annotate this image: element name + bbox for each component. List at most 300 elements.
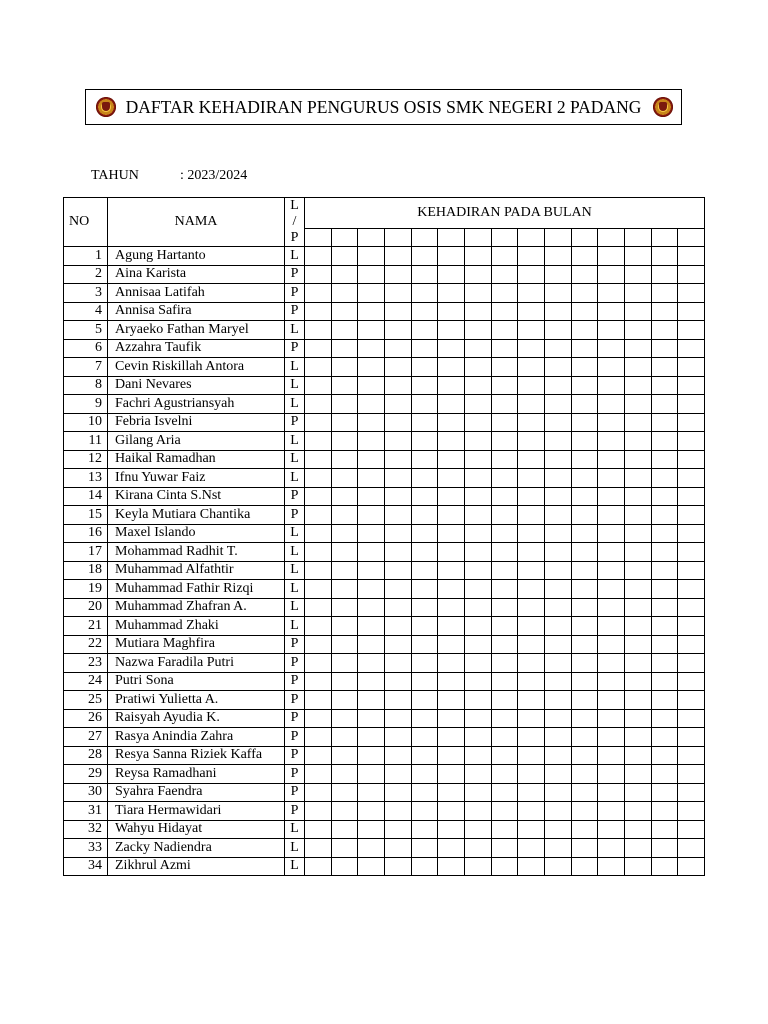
attendance-cell[interactable] (598, 395, 625, 414)
attendance-cell[interactable] (598, 358, 625, 377)
attendance-cell[interactable] (544, 284, 571, 303)
attendance-cell[interactable] (544, 339, 571, 358)
attendance-cell[interactable] (571, 617, 598, 636)
attendance-cell[interactable] (598, 617, 625, 636)
attendance-cell[interactable] (544, 580, 571, 599)
attendance-cell[interactable] (624, 820, 651, 839)
attendance-cell[interactable] (331, 654, 358, 673)
attendance-cell[interactable] (518, 728, 545, 747)
attendance-cell[interactable] (384, 339, 411, 358)
attendance-cell[interactable] (544, 820, 571, 839)
attendance-cell[interactable] (624, 432, 651, 451)
attendance-cell[interactable] (598, 302, 625, 321)
attendance-cell[interactable] (518, 617, 545, 636)
attendance-cell[interactable] (331, 432, 358, 451)
attendance-cell[interactable] (438, 284, 465, 303)
attendance-cell[interactable] (331, 820, 358, 839)
attendance-cell[interactable] (305, 487, 332, 506)
attendance-cell[interactable] (571, 339, 598, 358)
attendance-cell[interactable] (518, 783, 545, 802)
attendance-cell[interactable] (411, 746, 438, 765)
attendance-cell[interactable] (305, 265, 332, 284)
attendance-cell[interactable] (678, 654, 705, 673)
attendance-cell[interactable] (305, 358, 332, 377)
attendance-cell[interactable] (411, 376, 438, 395)
attendance-cell[interactable] (358, 339, 385, 358)
attendance-cell[interactable] (358, 728, 385, 747)
attendance-cell[interactable] (438, 487, 465, 506)
attendance-cell[interactable] (571, 395, 598, 414)
attendance-cell[interactable] (651, 820, 678, 839)
attendance-cell[interactable] (651, 802, 678, 821)
attendance-cell[interactable] (518, 247, 545, 266)
attendance-cell[interactable] (438, 765, 465, 784)
attendance-cell[interactable] (544, 765, 571, 784)
attendance-cell[interactable] (438, 580, 465, 599)
attendance-cell[interactable] (518, 413, 545, 432)
attendance-cell[interactable] (358, 783, 385, 802)
attendance-cell[interactable] (624, 413, 651, 432)
attendance-cell[interactable] (624, 321, 651, 340)
attendance-cell[interactable] (598, 506, 625, 525)
attendance-cell[interactable] (331, 580, 358, 599)
attendance-cell[interactable] (598, 783, 625, 802)
attendance-cell[interactable] (491, 358, 518, 377)
attendance-cell[interactable] (411, 339, 438, 358)
attendance-cell[interactable] (544, 654, 571, 673)
attendance-cell[interactable] (438, 506, 465, 525)
attendance-cell[interactable] (598, 543, 625, 562)
attendance-cell[interactable] (384, 598, 411, 617)
attendance-cell[interactable] (411, 820, 438, 839)
attendance-cell[interactable] (651, 746, 678, 765)
attendance-cell[interactable] (331, 376, 358, 395)
attendance-cell[interactable] (305, 709, 332, 728)
attendance-cell[interactable] (358, 820, 385, 839)
attendance-cell[interactable] (305, 580, 332, 599)
attendance-cell[interactable] (305, 543, 332, 562)
attendance-cell[interactable] (491, 321, 518, 340)
attendance-cell[interactable] (464, 506, 491, 525)
attendance-cell[interactable] (518, 358, 545, 377)
attendance-cell[interactable] (598, 524, 625, 543)
attendance-cell[interactable] (624, 580, 651, 599)
attendance-cell[interactable] (678, 820, 705, 839)
attendance-cell[interactable] (438, 857, 465, 876)
attendance-cell[interactable] (571, 487, 598, 506)
attendance-cell[interactable] (598, 284, 625, 303)
attendance-cell[interactable] (651, 284, 678, 303)
attendance-cell[interactable] (544, 617, 571, 636)
attendance-cell[interactable] (305, 247, 332, 266)
attendance-cell[interactable] (624, 302, 651, 321)
attendance-cell[interactable] (384, 617, 411, 636)
attendance-cell[interactable] (464, 654, 491, 673)
attendance-cell[interactable] (678, 395, 705, 414)
attendance-cell[interactable] (544, 432, 571, 451)
attendance-cell[interactable] (305, 321, 332, 340)
attendance-cell[interactable] (331, 765, 358, 784)
attendance-cell[interactable] (491, 709, 518, 728)
attendance-cell[interactable] (331, 469, 358, 488)
attendance-cell[interactable] (651, 635, 678, 654)
attendance-cell[interactable] (305, 469, 332, 488)
attendance-cell[interactable] (384, 265, 411, 284)
attendance-cell[interactable] (358, 598, 385, 617)
attendance-cell[interactable] (544, 728, 571, 747)
attendance-cell[interactable] (491, 247, 518, 266)
attendance-cell[interactable] (518, 635, 545, 654)
attendance-cell[interactable] (571, 783, 598, 802)
attendance-cell[interactable] (518, 672, 545, 691)
attendance-cell[interactable] (438, 265, 465, 284)
attendance-cell[interactable] (518, 450, 545, 469)
attendance-cell[interactable] (624, 709, 651, 728)
attendance-cell[interactable] (518, 506, 545, 525)
attendance-cell[interactable] (411, 247, 438, 266)
attendance-cell[interactable] (544, 321, 571, 340)
attendance-cell[interactable] (598, 265, 625, 284)
attendance-cell[interactable] (438, 654, 465, 673)
attendance-cell[interactable] (358, 709, 385, 728)
attendance-cell[interactable] (384, 487, 411, 506)
attendance-cell[interactable] (678, 802, 705, 821)
attendance-cell[interactable] (438, 302, 465, 321)
attendance-cell[interactable] (651, 247, 678, 266)
attendance-cell[interactable] (544, 265, 571, 284)
attendance-cell[interactable] (598, 561, 625, 580)
attendance-cell[interactable] (544, 543, 571, 562)
attendance-cell[interactable] (491, 783, 518, 802)
attendance-cell[interactable] (544, 469, 571, 488)
attendance-cell[interactable] (464, 598, 491, 617)
attendance-cell[interactable] (411, 598, 438, 617)
attendance-cell[interactable] (491, 839, 518, 858)
attendance-cell[interactable] (678, 691, 705, 710)
attendance-cell[interactable] (384, 543, 411, 562)
attendance-cell[interactable] (331, 728, 358, 747)
attendance-cell[interactable] (331, 302, 358, 321)
attendance-cell[interactable] (438, 672, 465, 691)
attendance-cell[interactable] (305, 524, 332, 543)
attendance-cell[interactable] (411, 265, 438, 284)
attendance-cell[interactable] (651, 339, 678, 358)
attendance-cell[interactable] (384, 635, 411, 654)
attendance-cell[interactable] (491, 469, 518, 488)
attendance-cell[interactable] (624, 746, 651, 765)
attendance-cell[interactable] (411, 432, 438, 451)
attendance-cell[interactable] (411, 654, 438, 673)
attendance-cell[interactable] (358, 672, 385, 691)
attendance-cell[interactable] (678, 857, 705, 876)
attendance-cell[interactable] (571, 820, 598, 839)
attendance-cell[interactable] (464, 691, 491, 710)
attendance-cell[interactable] (491, 395, 518, 414)
attendance-cell[interactable] (331, 524, 358, 543)
attendance-cell[interactable] (571, 432, 598, 451)
attendance-cell[interactable] (598, 728, 625, 747)
attendance-cell[interactable] (438, 783, 465, 802)
attendance-cell[interactable] (624, 839, 651, 858)
attendance-cell[interactable] (678, 358, 705, 377)
attendance-cell[interactable] (491, 413, 518, 432)
attendance-cell[interactable] (544, 524, 571, 543)
attendance-cell[interactable] (438, 543, 465, 562)
attendance-cell[interactable] (598, 672, 625, 691)
attendance-cell[interactable] (571, 598, 598, 617)
attendance-cell[interactable] (518, 376, 545, 395)
attendance-cell[interactable] (651, 487, 678, 506)
attendance-cell[interactable] (598, 746, 625, 765)
attendance-cell[interactable] (544, 598, 571, 617)
attendance-cell[interactable] (518, 691, 545, 710)
attendance-cell[interactable] (571, 265, 598, 284)
attendance-cell[interactable] (464, 820, 491, 839)
attendance-cell[interactable] (464, 561, 491, 580)
attendance-cell[interactable] (598, 580, 625, 599)
attendance-cell[interactable] (651, 580, 678, 599)
attendance-cell[interactable] (384, 839, 411, 858)
attendance-cell[interactable] (491, 598, 518, 617)
attendance-cell[interactable] (411, 709, 438, 728)
attendance-cell[interactable] (491, 302, 518, 321)
attendance-cell[interactable] (491, 543, 518, 562)
attendance-cell[interactable] (438, 321, 465, 340)
attendance-cell[interactable] (598, 691, 625, 710)
attendance-cell[interactable] (305, 765, 332, 784)
attendance-cell[interactable] (411, 413, 438, 432)
attendance-cell[interactable] (464, 728, 491, 747)
attendance-cell[interactable] (305, 635, 332, 654)
attendance-cell[interactable] (651, 783, 678, 802)
attendance-cell[interactable] (384, 450, 411, 469)
attendance-cell[interactable] (678, 672, 705, 691)
attendance-cell[interactable] (358, 746, 385, 765)
attendance-cell[interactable] (518, 857, 545, 876)
attendance-cell[interactable] (411, 321, 438, 340)
attendance-cell[interactable] (598, 820, 625, 839)
attendance-cell[interactable] (571, 672, 598, 691)
attendance-cell[interactable] (651, 358, 678, 377)
attendance-cell[interactable] (464, 302, 491, 321)
attendance-cell[interactable] (651, 672, 678, 691)
attendance-cell[interactable] (411, 635, 438, 654)
attendance-cell[interactable] (571, 654, 598, 673)
attendance-cell[interactable] (518, 265, 545, 284)
attendance-cell[interactable] (331, 395, 358, 414)
attendance-cell[interactable] (464, 617, 491, 636)
attendance-cell[interactable] (305, 617, 332, 636)
attendance-cell[interactable] (651, 857, 678, 876)
attendance-cell[interactable] (464, 395, 491, 414)
attendance-cell[interactable] (598, 598, 625, 617)
attendance-cell[interactable] (571, 469, 598, 488)
attendance-cell[interactable] (624, 691, 651, 710)
attendance-cell[interactable] (544, 247, 571, 266)
attendance-cell[interactable] (544, 450, 571, 469)
attendance-cell[interactable] (305, 728, 332, 747)
attendance-cell[interactable] (438, 247, 465, 266)
attendance-cell[interactable] (464, 839, 491, 858)
attendance-cell[interactable] (464, 635, 491, 654)
attendance-cell[interactable] (651, 765, 678, 784)
attendance-cell[interactable] (491, 580, 518, 599)
attendance-cell[interactable] (598, 432, 625, 451)
attendance-cell[interactable] (358, 802, 385, 821)
attendance-cell[interactable] (624, 598, 651, 617)
attendance-cell[interactable] (678, 580, 705, 599)
attendance-cell[interactable] (411, 617, 438, 636)
attendance-cell[interactable] (305, 413, 332, 432)
attendance-cell[interactable] (411, 802, 438, 821)
attendance-cell[interactable] (598, 413, 625, 432)
attendance-cell[interactable] (358, 561, 385, 580)
attendance-cell[interactable] (384, 820, 411, 839)
attendance-cell[interactable] (464, 413, 491, 432)
attendance-cell[interactable] (678, 524, 705, 543)
attendance-cell[interactable] (571, 709, 598, 728)
attendance-cell[interactable] (544, 561, 571, 580)
attendance-cell[interactable] (678, 598, 705, 617)
attendance-cell[interactable] (438, 395, 465, 414)
attendance-cell[interactable] (384, 524, 411, 543)
attendance-cell[interactable] (411, 783, 438, 802)
attendance-cell[interactable] (624, 561, 651, 580)
attendance-cell[interactable] (305, 820, 332, 839)
attendance-cell[interactable] (518, 284, 545, 303)
attendance-cell[interactable] (491, 672, 518, 691)
attendance-cell[interactable] (518, 487, 545, 506)
attendance-cell[interactable] (678, 728, 705, 747)
attendance-cell[interactable] (624, 672, 651, 691)
attendance-cell[interactable] (678, 506, 705, 525)
attendance-cell[interactable] (491, 265, 518, 284)
attendance-cell[interactable] (491, 765, 518, 784)
attendance-cell[interactable] (624, 395, 651, 414)
attendance-cell[interactable] (624, 783, 651, 802)
attendance-cell[interactable] (331, 635, 358, 654)
attendance-cell[interactable] (331, 413, 358, 432)
attendance-cell[interactable] (651, 561, 678, 580)
attendance-cell[interactable] (571, 321, 598, 340)
attendance-cell[interactable] (598, 376, 625, 395)
attendance-cell[interactable] (438, 839, 465, 858)
attendance-cell[interactable] (678, 765, 705, 784)
attendance-cell[interactable] (358, 450, 385, 469)
attendance-cell[interactable] (411, 302, 438, 321)
attendance-cell[interactable] (491, 376, 518, 395)
attendance-cell[interactable] (331, 321, 358, 340)
attendance-cell[interactable] (411, 672, 438, 691)
attendance-cell[interactable] (571, 413, 598, 432)
attendance-cell[interactable] (438, 413, 465, 432)
attendance-cell[interactable] (624, 802, 651, 821)
attendance-cell[interactable] (384, 765, 411, 784)
attendance-cell[interactable] (384, 672, 411, 691)
attendance-cell[interactable] (464, 376, 491, 395)
attendance-cell[interactable] (544, 376, 571, 395)
attendance-cell[interactable] (598, 839, 625, 858)
attendance-cell[interactable] (464, 802, 491, 821)
attendance-cell[interactable] (678, 450, 705, 469)
attendance-cell[interactable] (624, 247, 651, 266)
attendance-cell[interactable] (358, 487, 385, 506)
attendance-cell[interactable] (598, 339, 625, 358)
attendance-cell[interactable] (518, 395, 545, 414)
attendance-cell[interactable] (331, 709, 358, 728)
attendance-cell[interactable] (464, 358, 491, 377)
attendance-cell[interactable] (491, 524, 518, 543)
attendance-cell[interactable] (464, 487, 491, 506)
attendance-cell[interactable] (464, 765, 491, 784)
attendance-cell[interactable] (464, 469, 491, 488)
attendance-cell[interactable] (571, 376, 598, 395)
attendance-cell[interactable] (518, 469, 545, 488)
attendance-cell[interactable] (384, 302, 411, 321)
attendance-cell[interactable] (491, 487, 518, 506)
attendance-cell[interactable] (384, 691, 411, 710)
attendance-cell[interactable] (651, 413, 678, 432)
attendance-cell[interactable] (438, 820, 465, 839)
attendance-cell[interactable] (438, 339, 465, 358)
attendance-cell[interactable] (624, 857, 651, 876)
attendance-cell[interactable] (678, 413, 705, 432)
attendance-cell[interactable] (358, 302, 385, 321)
attendance-cell[interactable] (384, 469, 411, 488)
attendance-cell[interactable] (358, 857, 385, 876)
attendance-cell[interactable] (331, 672, 358, 691)
attendance-cell[interactable] (518, 524, 545, 543)
attendance-cell[interactable] (411, 395, 438, 414)
attendance-cell[interactable] (411, 561, 438, 580)
attendance-cell[interactable] (384, 857, 411, 876)
attendance-cell[interactable] (544, 802, 571, 821)
attendance-cell[interactable] (518, 302, 545, 321)
attendance-cell[interactable] (491, 450, 518, 469)
attendance-cell[interactable] (678, 376, 705, 395)
attendance-cell[interactable] (384, 376, 411, 395)
attendance-cell[interactable] (464, 524, 491, 543)
attendance-cell[interactable] (491, 728, 518, 747)
attendance-cell[interactable] (518, 321, 545, 340)
attendance-cell[interactable] (518, 339, 545, 358)
attendance-cell[interactable] (384, 728, 411, 747)
attendance-cell[interactable] (305, 561, 332, 580)
attendance-cell[interactable] (411, 839, 438, 858)
attendance-cell[interactable] (491, 339, 518, 358)
attendance-cell[interactable] (331, 746, 358, 765)
attendance-cell[interactable] (411, 469, 438, 488)
attendance-cell[interactable] (491, 857, 518, 876)
attendance-cell[interactable] (358, 839, 385, 858)
attendance-cell[interactable] (678, 543, 705, 562)
attendance-cell[interactable] (438, 598, 465, 617)
attendance-cell[interactable] (651, 728, 678, 747)
attendance-cell[interactable] (571, 450, 598, 469)
attendance-cell[interactable] (464, 284, 491, 303)
attendance-cell[interactable] (411, 284, 438, 303)
attendance-cell[interactable] (358, 580, 385, 599)
attendance-cell[interactable] (651, 839, 678, 858)
attendance-cell[interactable] (624, 265, 651, 284)
attendance-cell[interactable] (331, 358, 358, 377)
attendance-cell[interactable] (438, 691, 465, 710)
attendance-cell[interactable] (464, 450, 491, 469)
attendance-cell[interactable] (411, 506, 438, 525)
attendance-cell[interactable] (464, 432, 491, 451)
attendance-cell[interactable] (651, 395, 678, 414)
attendance-cell[interactable] (331, 598, 358, 617)
